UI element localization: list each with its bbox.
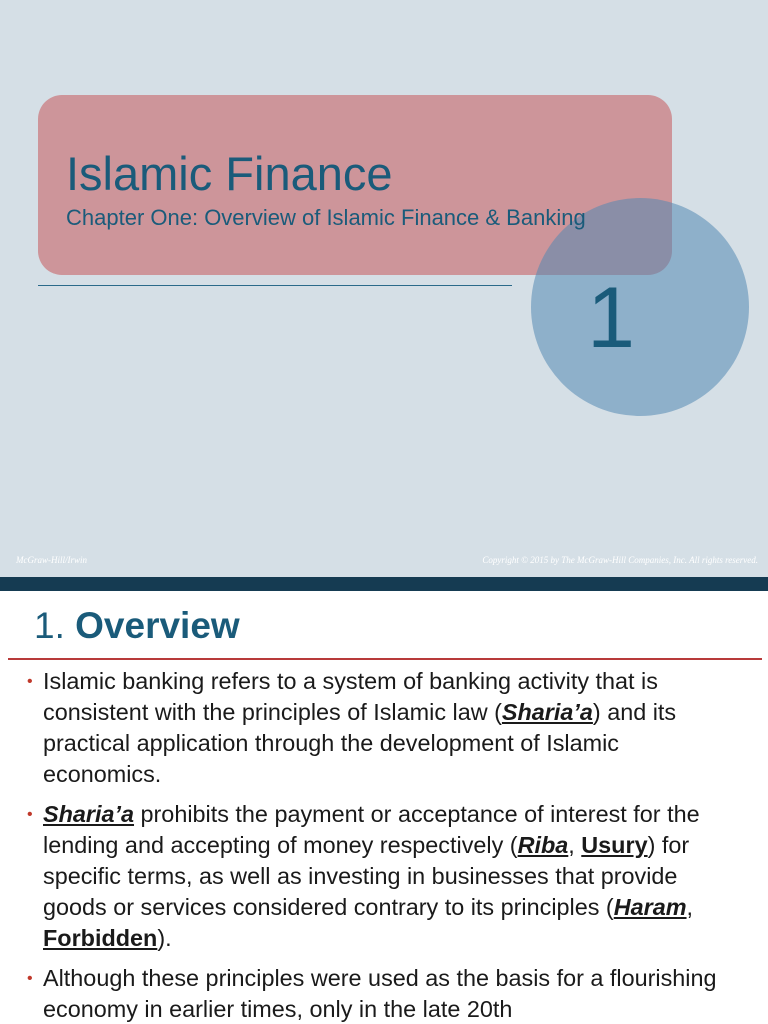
keyword-forbidden: Forbidden: [43, 925, 158, 951]
keyword-sharia: Sharia’a: [43, 801, 135, 827]
bullet-dot-icon: •: [27, 806, 33, 823]
keyword-usury: Usury: [581, 832, 648, 858]
list-item: [0, 963, 768, 1024]
slide-separator: [0, 577, 768, 591]
overview-heading: [34, 605, 240, 647]
bullet-dot-icon: •: [27, 970, 33, 987]
bullet-text: Although these principles were used as the basis for a flourishing economy in earlier times, only in the late 20th: [43, 965, 717, 1022]
slide-subtitle: Chapter One: Overview of Islamic Finance & Banking: [66, 205, 586, 230]
bullet-text: Islamic banking refers to a system of banking activity that is consistent with the principles of Islamic law (: [43, 668, 658, 725]
keyword-riba: Riba: [517, 832, 569, 858]
list-item: [0, 799, 768, 954]
bullet-text: ).: [157, 925, 172, 951]
title-underline: [38, 285, 512, 286]
slide-title: Islamic Finance: [66, 147, 393, 200]
overview-slide: [0, 591, 768, 1024]
publisher-footer: McGraw-Hill/Irwin: [16, 555, 87, 565]
chapter-number: 1: [587, 270, 635, 366]
heading-title: Overview: [75, 605, 240, 646]
list-item: [0, 666, 768, 790]
heading-number: 1.: [34, 605, 65, 646]
bullet-text: ) for specific terms, as well as investing in businesses that provide goods or services considered contrary to its principles (: [43, 832, 690, 920]
copyright-footer: Copyright © 2015 by The McGraw-Hill Companies, Inc. All rights reserved.: [482, 555, 758, 565]
heading-rule: [8, 658, 762, 660]
keyword-haram: Haram: [613, 894, 687, 920]
bullet-list: [0, 666, 768, 1024]
keyword-sharia: Sharia’a: [501, 699, 593, 725]
bullet-text: prohibits the payment or acceptance of interest for the lending and accepting of money respectively (: [43, 801, 700, 858]
bullet-text: ,: [686, 894, 694, 920]
bullet-dot-icon: •: [27, 673, 33, 690]
bullet-text: ) and its practical application through the development of Islamic economics.: [43, 699, 677, 787]
bullet-text: ,: [568, 832, 582, 858]
